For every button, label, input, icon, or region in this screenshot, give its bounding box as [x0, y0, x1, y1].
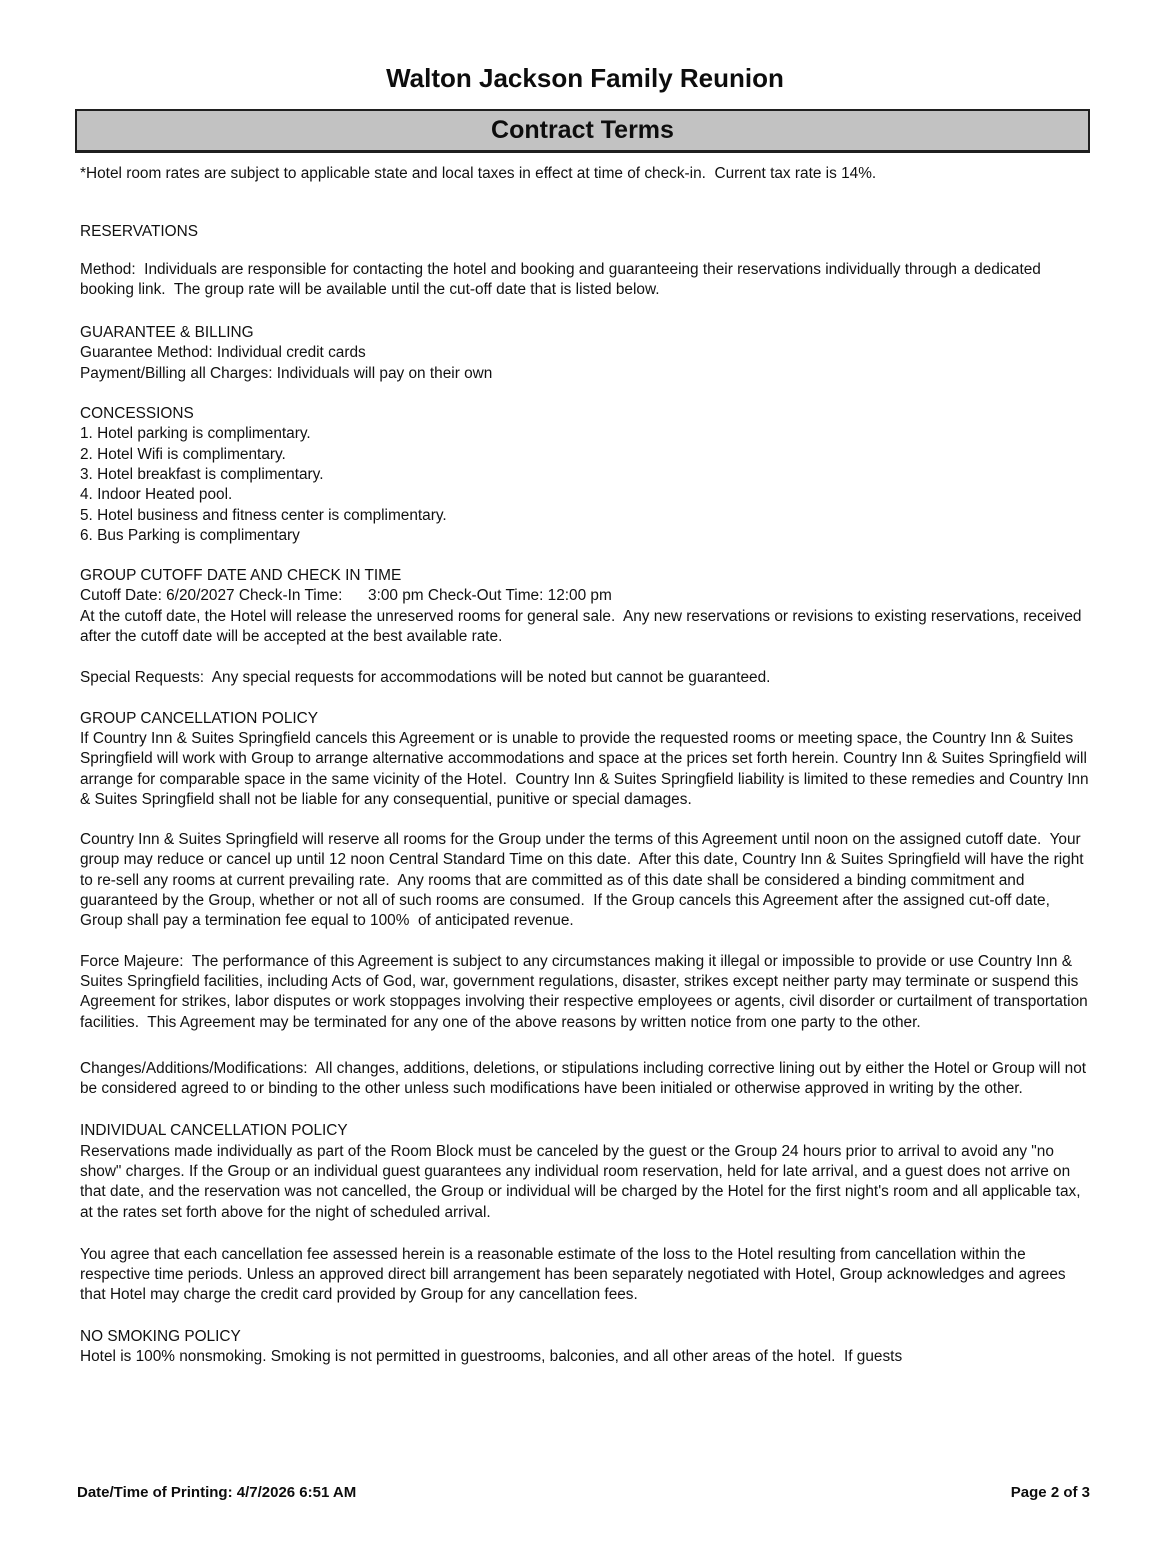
section-heading-no-smoking: NO SMOKING POLICY [80, 1327, 241, 1345]
guarantee-method-line: Guarantee Method: Individual credit cards [80, 344, 366, 362]
print-datetime: Date/Time of Printing: 4/7/2026 6:51 AM [77, 1484, 357, 1501]
concession-item: 4. Indoor Heated pool. [80, 486, 233, 504]
force-majeure-para: Force Majeure: The performance of this Agreement is subject to any circumstances making it illegal or impossible to provide or use Country Inn & Suites Springfield facilities, including Acts of God, war, government regulations, disaster, strikes except neither party may terminate or suspend this Agreement for strikes, labor disputes or work stoppages involving their respective employees or agents, civil disorder or curtailment of transportation facilities. This Agreement may be terminated for any one of the above reasons by written notice from one party to the other. [80, 952, 1092, 1031]
page-footer [77, 1484, 1090, 1501]
section-group-cutoff [80, 566, 1090, 647]
cutoff-date-line: Cutoff Date: 6/20/2027 Check-In Time: 3:00 pm Check-Out Time: 12:00 pm [80, 587, 612, 605]
changes-modifications-para: Changes/Additions/Modifications: All changes, additions, deletions, or stipulations including corrective lining out by either the Hotel or Group will not be considered agreed to or binding to the other unless such modifications have been initialed or otherwise approved in writing by the other. [80, 1059, 1091, 1098]
tax-note: *Hotel room rates are subject to applicable state and local taxes in effect at time of check-in. Current tax rate is 14%. [80, 165, 877, 182]
section-heading-group-cutoff: GROUP CUTOFF DATE AND CHECK IN TIME [80, 567, 402, 585]
concession-item: 2. Hotel Wifi is complimentary. [80, 445, 286, 463]
group-cancellation-para1: If Country Inn & Suites Springfield cancels this Agreement or is unable to provide the requested rooms or meeting space, the Country Inn & Suites Springfield will work with Group to arrange alternative accommodations and space at the prices set forth herein. Country Inn & Suites Springfield will arrange for comparable space in the same vicinity of the Hotel. Country Inn & Suites Springfield liability is limited to these remedies and Country Inn & Suites Springfield shall not be liable for any consequential, punitive or special damages. [80, 729, 1093, 808]
concession-item: 6. Bus Parking is complimentary [80, 526, 300, 544]
section-heading-guarantee-billing: GUARANTEE & BILLING [80, 324, 254, 342]
section-heading-individual-cancellation: INDIVIDUAL CANCELLATION POLICY [80, 1122, 348, 1140]
section-no-smoking [80, 1327, 1090, 1368]
group-cancellation-para2: Country Inn & Suites Springfield will reserve all rooms for the Group under the terms of this Agreement until noon on the assigned cutoff date. Your group may reduce or cancel up until 12 noon Central Standard Time on this date. After this date, Country Inn & Suites Springfield will have the right to re-sell any rooms at current prevailing rate. Any rooms that are committed as of this date shall be considered a binding commitment and guaranteed by the Group, whether or not all of such rooms are consumed. If the Group cancels this Agreement after the assigned cut-off date, Group shall pay a termination fee equal to 100% of anticipated revenue. [80, 831, 1088, 930]
section-heading-concessions: CONCESSIONS [80, 405, 194, 423]
section-heading-group-cancellation: GROUP CANCELLATION POLICY [80, 709, 319, 727]
section-individual-cancellation [80, 1121, 1090, 1222]
special-requests: Special Requests: Any special requests for accommodations will be noted but cannot be guaranteed. [80, 669, 771, 687]
contract-terms-banner [75, 109, 1090, 153]
banner-title: Contract Terms [491, 116, 674, 144]
reservations-method: Method: Individuals are responsible for contacting the hotel and booking and guaranteeing their reservations individually through a dedicated booking link. The group rate will be available until the cut-off date that is listed below. [80, 260, 1046, 298]
individual-cancellation-para2: You agree that each cancellation fee assessed herein is a reasonable estimate of the loss to the Hotel resulting from cancellation within the respective time periods. Unless an approved direct bill arrangement has been separately negotiated with Hotel, Group acknowledges and agrees that Hotel may charge the credit card provided by Group for any cancellation fees. [80, 1245, 1070, 1304]
section-guarantee-billing [80, 323, 1090, 384]
individual-cancellation-para1: Reservations made individually as part of the Room Block must be canceled by the guest or the Group 24 hours prior to arrival to avoid any "no show" charges. If the Group or an individual guest guarantees any individual room reservation, held for late arrival, and a guest does not arrive on that date, and the reservation was not cancelled, the Group or individual will be charged by the Hotel for the first night's room and all applicable tax, at the rates set forth above for the night of scheduled arrival. [80, 1142, 1085, 1221]
concession-item: 3. Hotel breakfast is complimentary. [80, 465, 324, 483]
section-concessions [80, 404, 1090, 546]
payment-billing-line: Payment/Billing all Charges: Individuals will pay on their own [80, 364, 493, 382]
section-heading-reservations: RESERVATIONS [80, 223, 199, 241]
no-smoking-para: Hotel is 100% nonsmoking. Smoking is not permitted in guestrooms, balconies, and all other areas of the hotel. If guests [80, 1348, 903, 1366]
cutoff-release-note: At the cutoff date, the Hotel will release the unreserved rooms for general sale. Any new reservations or revisions to existing reservations, received after the cutoff date will be accepted at the best available rate. [80, 607, 1086, 646]
page-number: Page 2 of 3 [1010, 1484, 1090, 1501]
page-title: Walton Jackson Family Reunion [386, 63, 784, 93]
concession-item: 1. Hotel parking is complimentary. [80, 425, 311, 443]
concession-item: 5. Hotel business and fitness center is complimentary. [80, 506, 447, 524]
section-group-cancellation [80, 709, 1093, 810]
